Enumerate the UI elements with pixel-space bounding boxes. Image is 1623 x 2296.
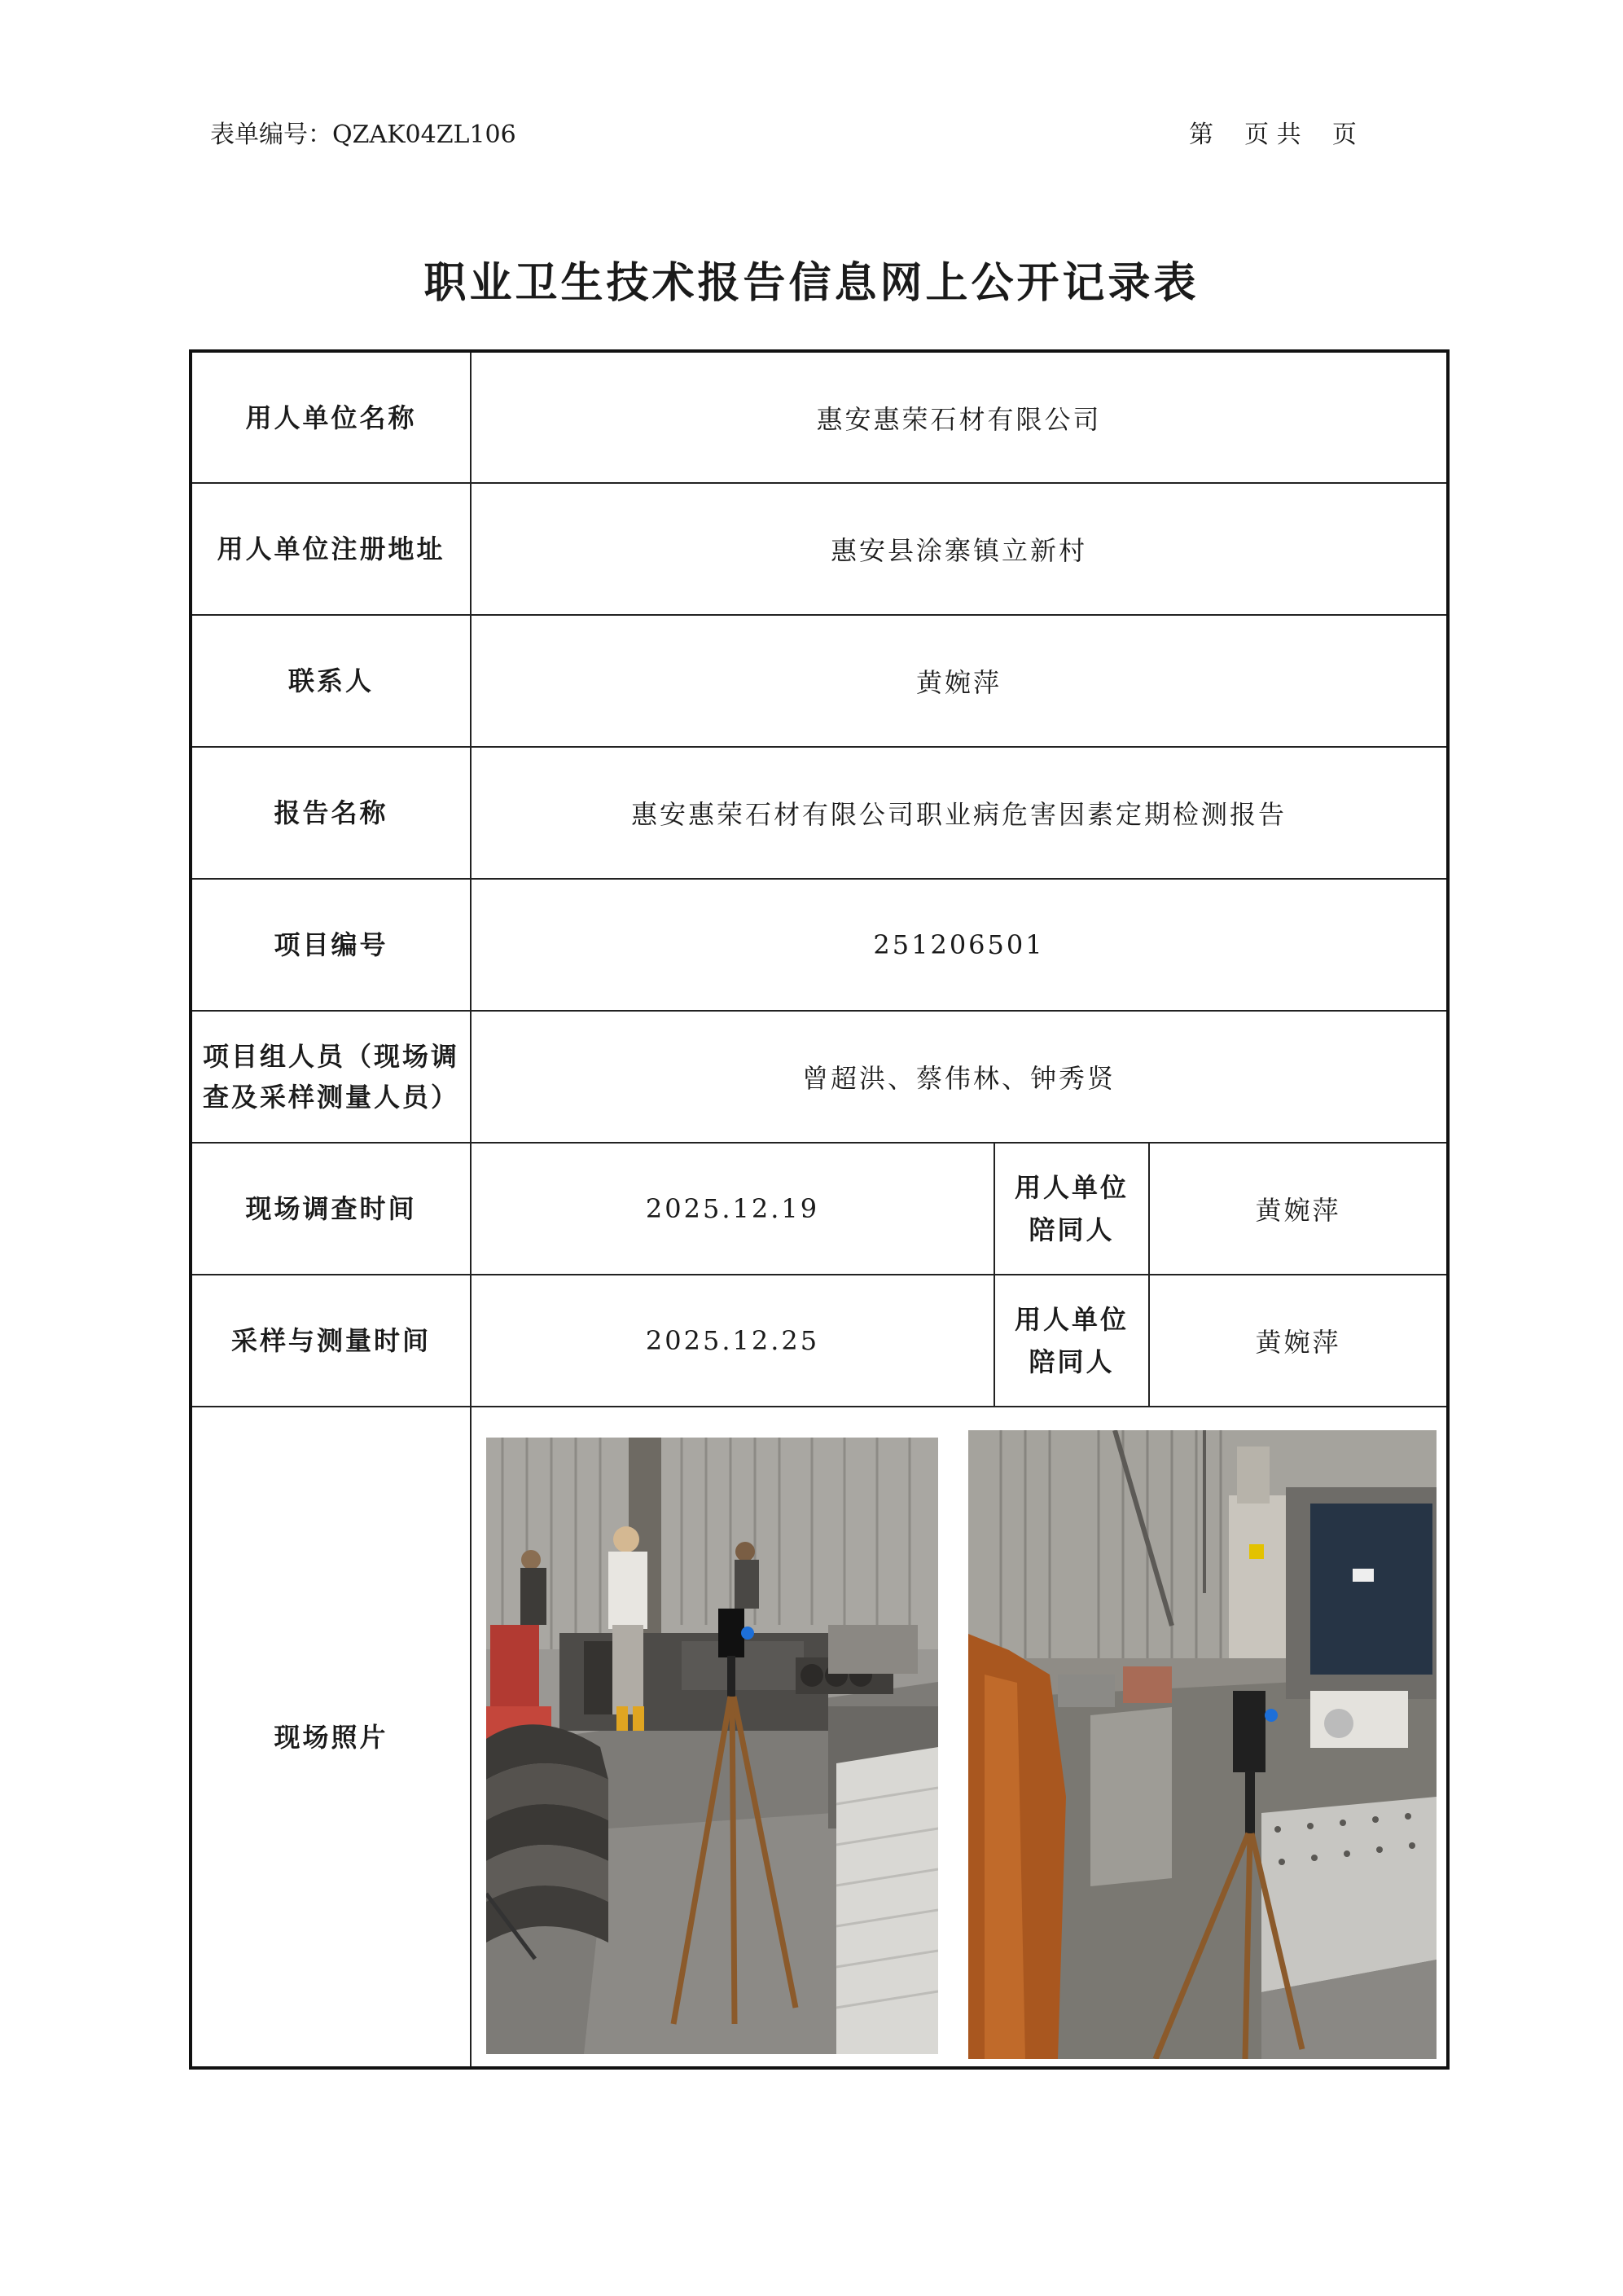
site-photo-2 [968, 1430, 1437, 2059]
row-sampling-time [191, 1275, 1448, 1407]
sampling-time-value: 2025.12.25 [471, 1275, 994, 1407]
sampling-companion-label [994, 1275, 1149, 1407]
sampling-companion-label-line1: 用人单位 [1014, 1304, 1129, 1335]
team-label-line1: 项目组人员（现场调 [202, 1041, 459, 1072]
employer-address-value: 惠安县涂寨镇立新村 [471, 483, 1448, 615]
row-project-no [191, 879, 1448, 1011]
employer-name-value: 惠安惠荣石材有限公司 [471, 351, 1448, 483]
team-value: 曾超洪、蔡伟林、钟秀贤 [471, 1011, 1448, 1143]
workshop-photo-2-image [968, 1430, 1437, 2059]
employer-address-label: 用人单位注册地址 [191, 483, 471, 615]
report-name-value: 惠安惠荣石材有限公司职业病危害因素定期检测报告 [471, 747, 1448, 879]
team-label-line2: 查及采样测量人员） [202, 1082, 459, 1113]
row-contact [191, 615, 1448, 747]
row-survey-time [191, 1143, 1448, 1275]
survey-time-label: 现场调查时间 [191, 1143, 471, 1275]
survey-time-value: 2025.12.19 [471, 1143, 994, 1275]
report-name-label: 报告名称 [191, 747, 471, 879]
workshop-photo-1-image [486, 1438, 938, 2054]
record-table [189, 349, 1450, 2070]
photos-cell [471, 1407, 1448, 2068]
row-photos [191, 1407, 1448, 2068]
contact-value: 黄婉萍 [471, 615, 1448, 747]
photos-label: 现场照片 [191, 1407, 471, 2068]
row-team [191, 1011, 1448, 1143]
sampling-time-label: 采样与测量时间 [191, 1275, 471, 1407]
row-report-name [191, 747, 1448, 879]
form-number: 表单编号：QZAK04ZL106 [210, 121, 516, 149]
project-no-value: 251206501 [471, 879, 1448, 1011]
document-title: 职业卫生技术报告信息网上公开记录表 [423, 259, 1200, 308]
row-employer-address [191, 483, 1448, 615]
team-label [191, 1011, 471, 1143]
sampling-companion-label-line2: 陪同人 [1029, 1346, 1115, 1377]
site-photo-1 [486, 1438, 938, 2054]
contact-label: 联系人 [191, 615, 471, 747]
employer-name-label: 用人单位名称 [191, 351, 471, 483]
sampling-companion-value: 黄婉萍 [1149, 1275, 1448, 1407]
row-employer-name [191, 351, 1448, 483]
project-no-label: 项目编号 [191, 879, 471, 1011]
survey-companion-label-line1: 用人单位 [1014, 1172, 1129, 1203]
survey-companion-label-line2: 陪同人 [1029, 1214, 1115, 1245]
page-info: 第 页 共 页 [1189, 121, 1357, 149]
survey-companion-label [994, 1143, 1149, 1275]
survey-companion-value: 黄婉萍 [1149, 1143, 1448, 1275]
